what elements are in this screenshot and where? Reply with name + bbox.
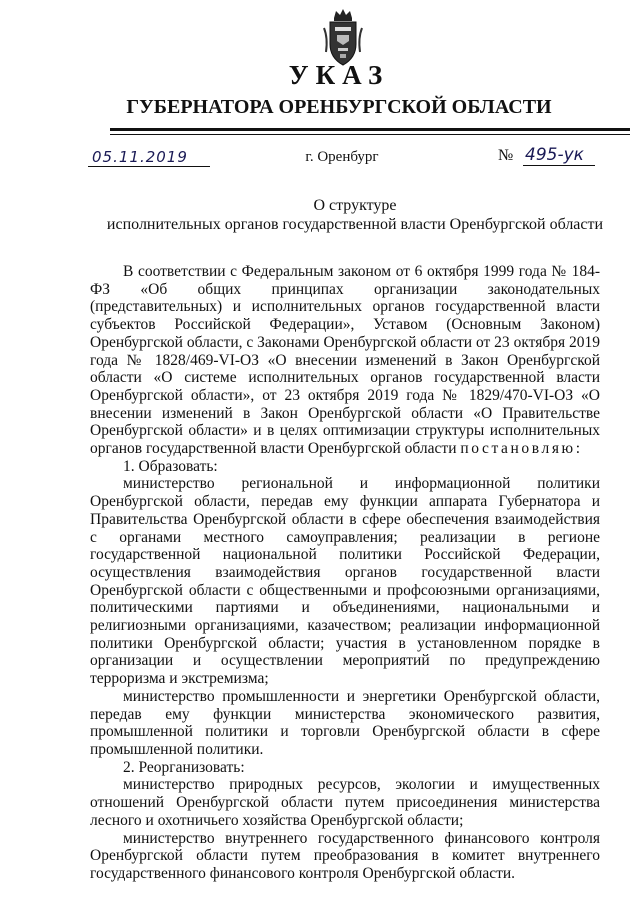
decree-number-label: № [498,147,514,164]
item2-a-paragraph: министерство природных ресурсов, экологии и имущественных отношений Оренбургской области путем присоединения министерства лесного и охотничьего хозяйства Оренбургской области; [90,776,600,829]
item1-heading: 1. Образовать: [123,457,218,475]
decree-subtitle: ГУБЕРНАТОРА ОРЕНБУРГСКОЙ ОБЛАСТИ [126,96,552,118]
subject-line-1: О структуре [313,197,397,214]
decree-body [90,263,600,883]
item2-heading: 2. Реорганизовать: [123,758,245,776]
header-divider-thin [110,134,630,135]
decree-number: 495-ук [523,145,595,166]
decree-title: УКАЗ [288,60,390,90]
intro-paragraph [90,263,600,458]
subject-line-2: исполнительных органов государственной власти Оренбургской области [106,216,604,233]
coat-of-arms-icon [318,8,368,68]
decree-subject [100,196,610,234]
resolve-word: постановляю: [460,440,583,458]
intro-text: В соответствии с Федеральным законом от 6 октября 1999 года № 184-ФЗ «Об общих принципах организации законодательных (представительных) и исполнительных органов государственной власти субъектов Российской Федерации», Уставом (Основным Законом) Оренбургской области, с Законами Оренбургской области от 23 октября 2019 года № 1828/469-VI-ОЗ «О внесении изменений в Закон Оренбургской области «О системе исполнительных органов государственной власти Оренбургской области», от 23 октября 2019 года № 1829/470-VI-ОЗ «О внесении изменений в Закон Оренбургской области «О Правительстве Оренбургской области» и в целях оптимизации структуры исполнительных органов государственной власти Оренбургской области [90,263,600,458]
decree-city: г. Оренбург [305,149,379,165]
decree-date: 05.11.2019 [88,148,210,167]
item1-b-paragraph: министерство промышленности и энергетики Оренбургской области, передав ему функции министерства экономического развития, промышленной политики и торговли Оренбургской области в сфере промышленной политики. [90,687,600,758]
item2-b-paragraph: министерство внутреннего государственного финансового контроля Оренбургской области путем преобразования в комитет внутреннего государственного финансового контроля Оренбургской области. [90,829,600,882]
header-divider-thick [110,128,630,131]
item1-a-paragraph: министерство региональной и информационной политики Оренбургской области, передав ему функции аппарата Губернатора и Правительства Оренбургской области в сфере обеспечения взаимодействия с органами местного самоуправления; реализации в регионе государственной национальной политики Российской Федерации, осуществления взаимодействия органов государственной власти Оренбургской области с общественными и профсоюзными организациями, политическими партиями и объединениями, национальными и религиозными организациями, казачеством; реализации информационной политики Оренбургской области; участия в установленном порядке в организации и осуществлении мероприятий по предупреждению терроризма и экстремизма; [90,475,600,688]
